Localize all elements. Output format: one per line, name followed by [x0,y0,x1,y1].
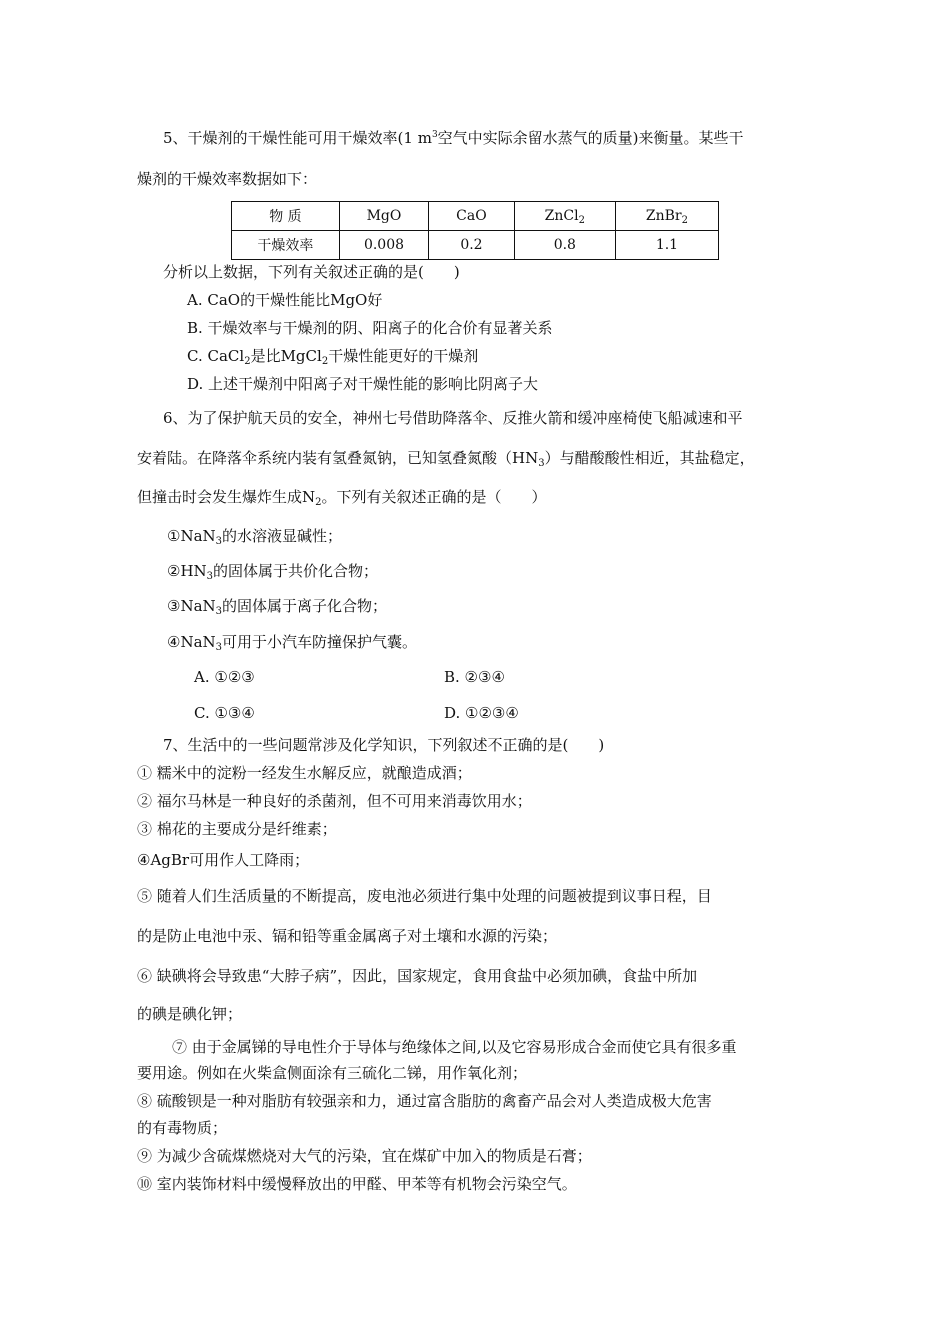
table-header-cell: ZnCl$_2$ [514,202,615,231]
table-header-cell: MgO [339,202,428,231]
table-row-label: 干燥效率 [232,231,340,260]
q7-statement-1: ① 糯米中的淀粉一经发生水解反应，就酿造成酒； [137,764,472,782]
q7-statement-8-cont: 的有毒物质； [137,1119,228,1137]
table-cell: 1.1 [615,231,718,260]
q6-option-c: C. ①③④ [194,704,255,722]
q5-line-1: 5、干燥剂的干燥性能可用干燥效率(1 $m^3$空气中实际余留水蒸气的质量)来衡量。某些干 [163,129,744,147]
q6-item: ④NaN$_3$可用于小汽车防撞保护气囊。 [167,633,418,653]
table-cell: 0.8 [514,231,615,260]
q7-statement-4: ④AgBr可用作人工降雨； [137,851,310,869]
q7-statement-6-cont: 的碘是碘化钾； [137,1005,243,1023]
q6-option-d: D. ①②③④ [444,704,519,722]
table-cell: 0.2 [429,231,515,260]
q6-line-3: 但撞击时会发生爆炸生成$N_2$。下列有关叙述正确的是（ ） [137,488,547,508]
q7-statement-7-cont: 要用途。例如在火柴盒侧面涂有三硫化二锑，用作氧化剂； [137,1064,528,1082]
q5-option-b: B. 干燥效率与干燥剂的阴、阳离子的化合价有显著关系 [187,319,553,337]
q7-statement-5: ⑤ 随着人们生活质量的不断提高，废电池必须进行集中处理的问题被提到议事日程，目 [137,887,712,905]
table-header-label: 物 质 [232,202,340,231]
q7-statement-9: ⑨ 为减少含硫煤燃烧对大气的污染，宜在煤矿中加入的物质是石膏； [137,1147,592,1165]
q6-option-b: B. ②③④ [444,668,505,686]
q5-option-c: C. CaCl$_2$是比MgCl$_2$干燥性能更好的干燥剂 [187,347,479,367]
q6-item: $②HN_3$的固体属于共价化合物； [167,562,379,582]
q6-line-2: 安着陆。在降落伞系统内装有氢叠氮钠，已知氢叠氮酸$(HN_3)$与醋酸酸性相近，其盐稳定， [137,449,755,469]
q7-statement-6: ⑥ 缺碘将会导致患“大脖子病”，因此，国家规定，食用食盐中必须加碘，食盐中所加 [137,967,698,985]
q7-statement-7: ⑦ 由于金属锑的导电性介于导体与绝缘体之间,以及它容易形成合金而使它具有很多重 [172,1038,737,1056]
q7-statement-2: ② 福尔马林是一种良好的杀菌剂，但不可用来消毒饮用水； [137,792,532,810]
drying-efficiency-table [231,201,719,260]
q5-stem: 分析以上数据，下列有关叙述正确的是( ) [163,263,460,281]
q7-statement-10: ⑩ 室内装饰材料中缓慢释放出的甲醛、甲苯等有机物会污染空气。 [137,1175,577,1193]
q5-option-d: D. 上述干燥剂中阳离子对干燥性能的影响比阴离子大 [187,375,539,393]
table-row [232,231,719,260]
q6-line-1: 6、为了保护航天员的安全，神州七号借助降落伞、反推火箭和缓冲座椅使飞船减速和平 [163,409,743,427]
q5-line-2: 燥剂的干燥效率数据如下： [137,170,318,188]
table-header-row [232,202,719,231]
q6-item: ③NaN$_3$的固体属于离子化合物； [167,597,388,617]
table-cell: 0.008 [339,231,428,260]
table-header-cell: ZnBr$_2$ [615,202,718,231]
q7-stem: 7、生活中的一些问题常涉及化学知识，下列叙述不正确的是( ) [163,736,605,754]
q7-statement-3: ③ 棉花的主要成分是纤维素； [137,820,337,838]
q7-statement-8: ⑧ 硫酸钡是一种对脂肪有较强亲和力，通过富含脂肪的禽畜产品会对人类造成极大危害 [137,1092,712,1110]
q5-option-a: A. CaO的干燥性能比MgO好 [187,291,383,309]
q6-option-a: A. ①②③ [194,668,255,686]
q7-statement-5-cont: 的是防止电池中汞、镉和铅等重金属离子对土壤和水源的污染； [137,927,558,945]
table-header-cell: CaO [429,202,515,231]
q6-item: ①NaN$_3$的水溶液显碱性； [167,527,343,547]
